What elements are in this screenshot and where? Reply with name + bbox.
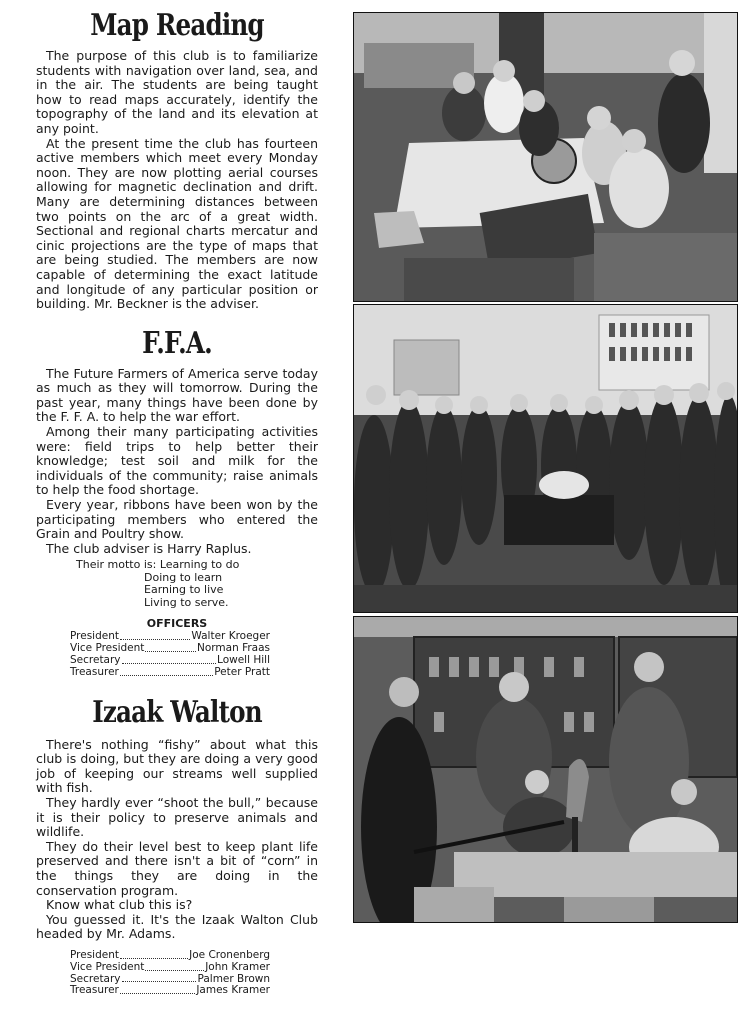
map-reading-paragraph-1: The purpose of this club is to familiarize students with navigation over land, sea, and in the air. The students are being taught how to read maps accurately, identify the topography of the land and its elevation at any point. (36, 48, 318, 136)
izaak-paragraph-5: You guessed it. It's the Izaak Walton Club headed by Mr. Adams. (36, 911, 318, 942)
ffa-paragraph-3: Every year, ribbons have been won by the participating members who entered the Grain and Poultry show. (36, 497, 318, 542)
motto-line: Doing to learn (144, 570, 223, 584)
izaak-paragraph-1: There's nothing “fishy” about what this club is doing, but they are doing a very good job of keeping our streams well supplied with fish. (36, 736, 318, 796)
izaak-walton-photo-art (354, 617, 737, 922)
officer-role: President (70, 630, 119, 643)
leader-dots (122, 974, 197, 983)
officer-role: Vice President (70, 960, 145, 973)
ffa-officers-list (70, 631, 270, 678)
officer-role: Treasurer (70, 665, 119, 678)
text-column (36, 8, 318, 997)
motto-line: Their motto is: Learning to do (76, 558, 240, 572)
leader-dots (120, 631, 190, 640)
officer-role: Secretary (70, 972, 121, 985)
officer-name: Walter Kroeger (191, 630, 270, 643)
officer-row (70, 985, 270, 997)
map-reading-photo-art (354, 13, 737, 301)
officer-row (70, 962, 270, 974)
map-reading-title: Map Reading (90, 8, 264, 43)
officer-name: John Kramer (205, 960, 270, 973)
ffa-paragraph-1: The Future Farmers of America serve today as much as they will tomorrow. During the past year, many things have been done by the F. F. A. to help the war effort. (36, 365, 318, 425)
officer-role: Secretary (70, 654, 121, 666)
officer-name: Norman Fraas (197, 642, 270, 655)
officer-name: Lowell Hill (217, 654, 270, 666)
ffa-paragraph-4: The club adviser is Harry Raplus. (46, 540, 252, 556)
ffa-title: F.F.A. (142, 325, 212, 361)
izaak-officers-list (70, 950, 270, 997)
motto-line: Earning to live (144, 583, 224, 597)
leader-dots (145, 962, 204, 971)
leader-dots (120, 985, 195, 994)
motto-line: Living to serve. (144, 595, 229, 609)
leader-dots (120, 667, 213, 676)
leader-dots (120, 950, 188, 959)
officer-role: Treasurer (70, 984, 119, 997)
leader-dots (145, 643, 196, 652)
izaak-paragraph-4: Know what club this is? (46, 897, 193, 913)
leader-dots (122, 655, 217, 664)
izaak-walton-photo (353, 616, 738, 923)
izaak-paragraph-3: They do their level best to keep plant life preserved and there isn't a bit of “corn” in the things they are doing in the conservation program. (36, 838, 318, 898)
izaak-walton-title: Izaak Walton (92, 694, 262, 730)
officer-role: President (70, 948, 119, 961)
officer-name: Peter Pratt (214, 665, 270, 678)
ffa-paragraph-2: Among their many participating activities were: field trips to help better their knowledge; test soil and milk for the individuals of the community; raise animals to help the food shortage. (36, 424, 318, 498)
ffa-group-photo (353, 304, 738, 613)
officer-row (70, 950, 270, 962)
map-reading-photo (353, 12, 738, 302)
officer-row (70, 667, 270, 679)
officer-name: Palmer Brown (197, 972, 270, 985)
ffa-motto (76, 559, 318, 609)
officer-name: Joe Cronenberg (189, 948, 270, 961)
officer-name: James Kramer (196, 984, 270, 997)
ffa-group-photo-art (354, 305, 737, 612)
officer-role: Vice President (70, 642, 145, 655)
ffa-officers-title: OFFICERS (146, 617, 208, 631)
map-reading-paragraph-2: At the present time the club has fourteen active members which meet every Monday noon. They are now plotting aerial courses allowing for magnetic declination and drift. Many are determining distances between two points on the arc of a great width. Sectional and regional charts mercatur and cinic projections are the type of maps that are being studied. The members are now capable of determining the exact latitude and longitude of any particular position or building. Mr. Beckner is the adviser. (36, 135, 318, 312)
izaak-paragraph-2: They hardly ever “shoot the bull,” because it is their policy to preserve animals and wildlife. (36, 794, 318, 840)
